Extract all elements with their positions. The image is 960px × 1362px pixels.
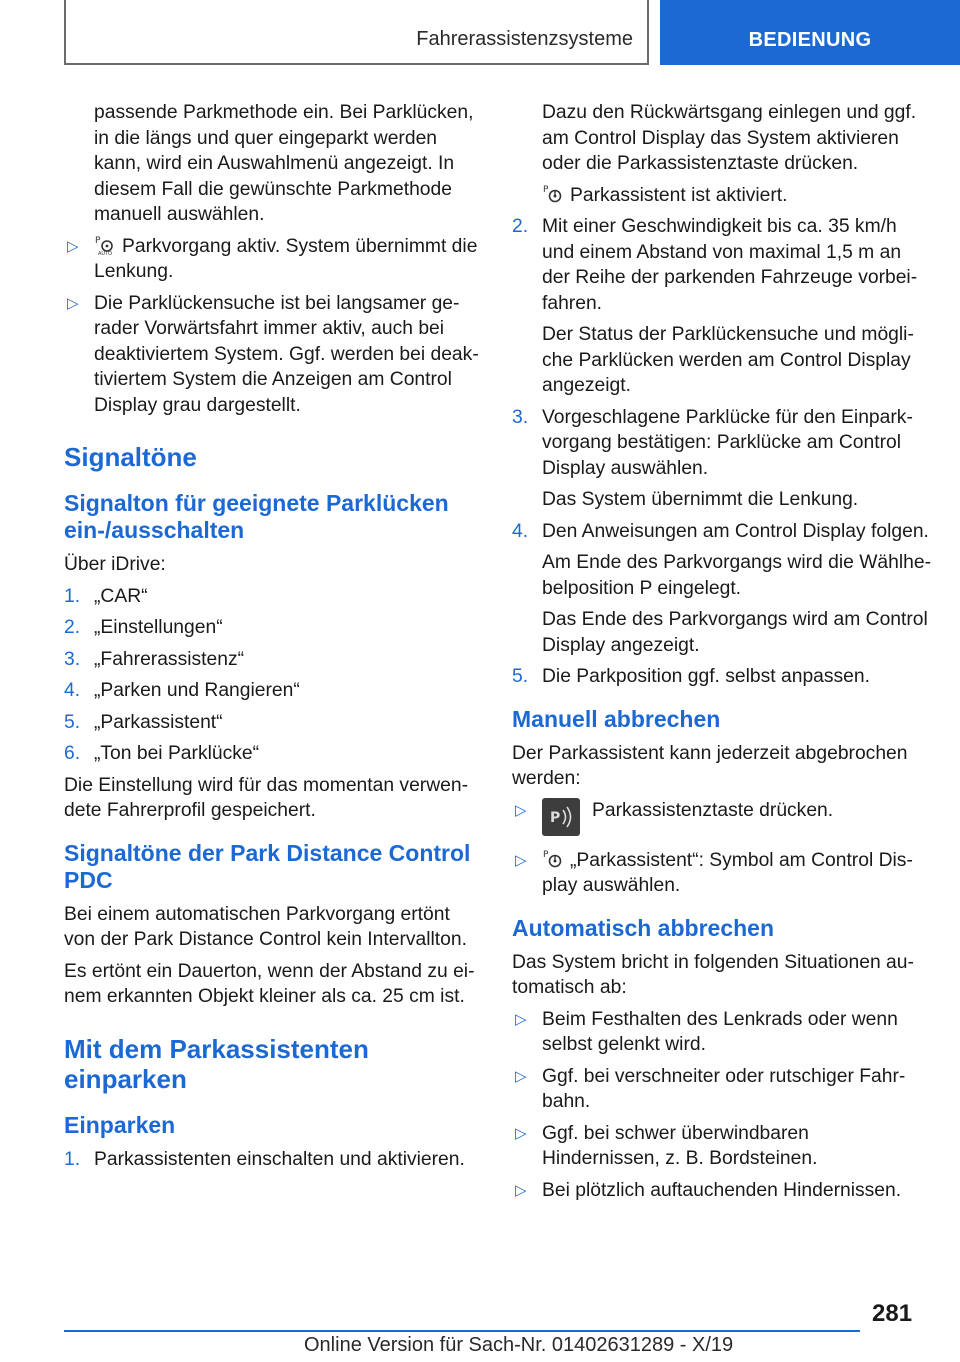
heading-einparken: Einparken <box>64 1111 176 1138</box>
list-item: 3. „Fahrerassistenz“ <box>64 648 245 670</box>
list-item: ▷ Beim Festhalten des Lenkrads oder wenn selbst gelenkt wird. <box>515 1008 898 1055</box>
heading-signaltoene: Signaltöne <box>64 442 197 472</box>
intro-text: passende Parkmethode ein. Bei Parklücken, in die längs und quer eingeparkt werden kann, wird ein Auswahlmenü angezeigt. In diesem Fall die gewünschte Parkmethode manuell auswählen. <box>94 102 474 225</box>
list-item: ▷ Bei plötzlich auftauchenden Hindernissen. <box>512 1178 932 1204</box>
list-item: 3. Vorgeschlagene Parklücke für den Einparkvorgang bestätigen: Parklücke am Control Display auswählen. <box>512 406 913 479</box>
svg-text:P: P <box>550 809 561 826</box>
heading-signalton-parkluecken: Signalton für geeignete Parklücken ein-/ausschalten <box>64 490 449 543</box>
header-section-title: Fahrerassistenzsysteme <box>416 28 633 50</box>
list-item: 2. „Einstellungen“ <box>64 617 223 638</box>
list-item: 6. „Ton bei Parklücke“ <box>64 743 260 764</box>
heading-parkassistent-einparken: Mit dem Parkassistenten einparken <box>64 1033 369 1094</box>
svg-text:AUTO: AUTO <box>98 250 113 256</box>
list-item <box>64 234 484 285</box>
park-auto-icon <box>94 234 116 256</box>
step-note: Am Ende des Parkvorgangs wird die Wählhebelposition P eingelegt. <box>542 552 932 599</box>
right-column <box>512 100 932 1209</box>
list-item: ▷ Ggf. bei schwer überwindbaren Hindernissen, z. B. Bordsteinen. <box>515 1122 818 1169</box>
svg-text:P: P <box>543 849 549 860</box>
heading-pdc: Signaltöne der Park Distance Control PDC <box>64 839 471 893</box>
list-item: 4. „Parken und Rangieren“ <box>64 680 300 701</box>
list-item: 4. Den Anweisungen am Control Display folgen. <box>512 520 929 542</box>
header-chapter-title: BEDIENUNG <box>748 29 872 51</box>
left-column <box>64 100 484 1178</box>
triangle-bullet-icon: ▷ <box>515 1067 527 1085</box>
bullet-text: Die Parklückensuche ist bei langsamer gerader Vorwärtsfahrt immer aktiv, auch bei deaktiviertem System. Ggf. werden bei deaktiviertem System die Anzeigen am Control Display grau dargestellt. <box>94 292 479 416</box>
svg-text:P: P <box>95 235 101 246</box>
idrive-text: Über iDrive: <box>64 554 166 575</box>
step-note: Der Status der Parklückensuche und mögliche Parklücken werden am Control Display angezeigt. <box>542 324 914 396</box>
list-item: ▷ P „Parkassistent“: Symbol am Control Display auswählen. <box>515 849 913 896</box>
pdc-text-2: Es ertönt ein Dauerton, wenn der Abstand zu einem erkannten Objekt kleiner als ca. 25 cm ist. <box>64 960 475 1007</box>
activated-text: P Parkassistent ist aktiviert. <box>543 184 788 206</box>
auto-text: Das System bricht in folgenden Situationen automatisch ab: <box>512 951 914 998</box>
triangle-bullet-icon: ▷ <box>515 801 527 819</box>
footer-divider <box>64 1330 860 1332</box>
page-number: 281 <box>872 1300 913 1327</box>
svg-text:P: P <box>543 184 549 195</box>
footer-version: Online Version für Sach-Nr. 01402631289 - X/19 <box>304 1334 734 1356</box>
park-assist-icon <box>542 848 564 870</box>
list-item <box>64 291 484 419</box>
list-item: 1. Parkassistenten einschalten und aktivieren. <box>64 1148 465 1170</box>
list-item: 5. „Parkassistent“ <box>64 711 223 733</box>
list-item: ▷ Ggf. bei verschneiter oder rutschiger Fahrbahn. <box>515 1065 906 1112</box>
triangle-bullet-icon: ▷ <box>515 1124 527 1142</box>
list-item: ▷ P Parkassistenztaste drücken. <box>512 798 932 842</box>
list-item: 5. Die Parkposition ggf. selbst anpassen. <box>512 666 870 687</box>
list-item: 2. Mit einer Geschwindigkeit bis ca. 35 km/h und einem Abstand von maximal 1,5 m an der Reihe der parkenden Fahrzeuge vorbeifahren. <box>512 216 918 314</box>
step-note: Das Ende des Parkvorgangs wird am Control Display angezeigt. <box>542 609 928 656</box>
manuell-text: Der Parkassistent kann jederzeit abgebrochen werden: <box>512 742 908 789</box>
list-item: 1. „CAR“ <box>64 585 148 607</box>
triangle-bullet-icon: ▷ <box>515 1181 527 1199</box>
profile-note: Die Einstellung wird für das momentan verwendete Fahrerprofil gespeichert. <box>64 774 469 821</box>
continuation-text: Dazu den Rückwärtsgang einlegen und ggf. am Control Display das System aktivieren oder die Parkassistenztaste drücken. <box>542 102 917 174</box>
heading-automatisch-abbrechen: Automatisch abbrechen <box>512 914 774 941</box>
heading-manuell-abbrechen: Manuell abbrechen <box>512 705 721 732</box>
bullet-text: Parkvorgang aktiv. System übernimmt die Lenkung. <box>94 235 478 282</box>
idrive-steps <box>64 584 484 767</box>
triangle-bullet-icon: ▷ <box>515 851 527 869</box>
header-chapter <box>660 0 960 65</box>
park-assist-icon <box>542 183 564 205</box>
step-note: Das System übernimmt die Lenkung. <box>542 489 859 510</box>
triangle-bullet-icon: ▷ <box>67 294 79 312</box>
pdc-text-1: Bei einem automatischen Parkvorgang ertönt von der Park Distance Control kein Intervallton. <box>64 903 467 950</box>
triangle-bullet-icon: ▷ <box>67 237 79 255</box>
park-assist-button-icon <box>542 798 580 836</box>
triangle-bullet-icon: ▷ <box>515 1010 527 1028</box>
header-section <box>64 0 649 65</box>
